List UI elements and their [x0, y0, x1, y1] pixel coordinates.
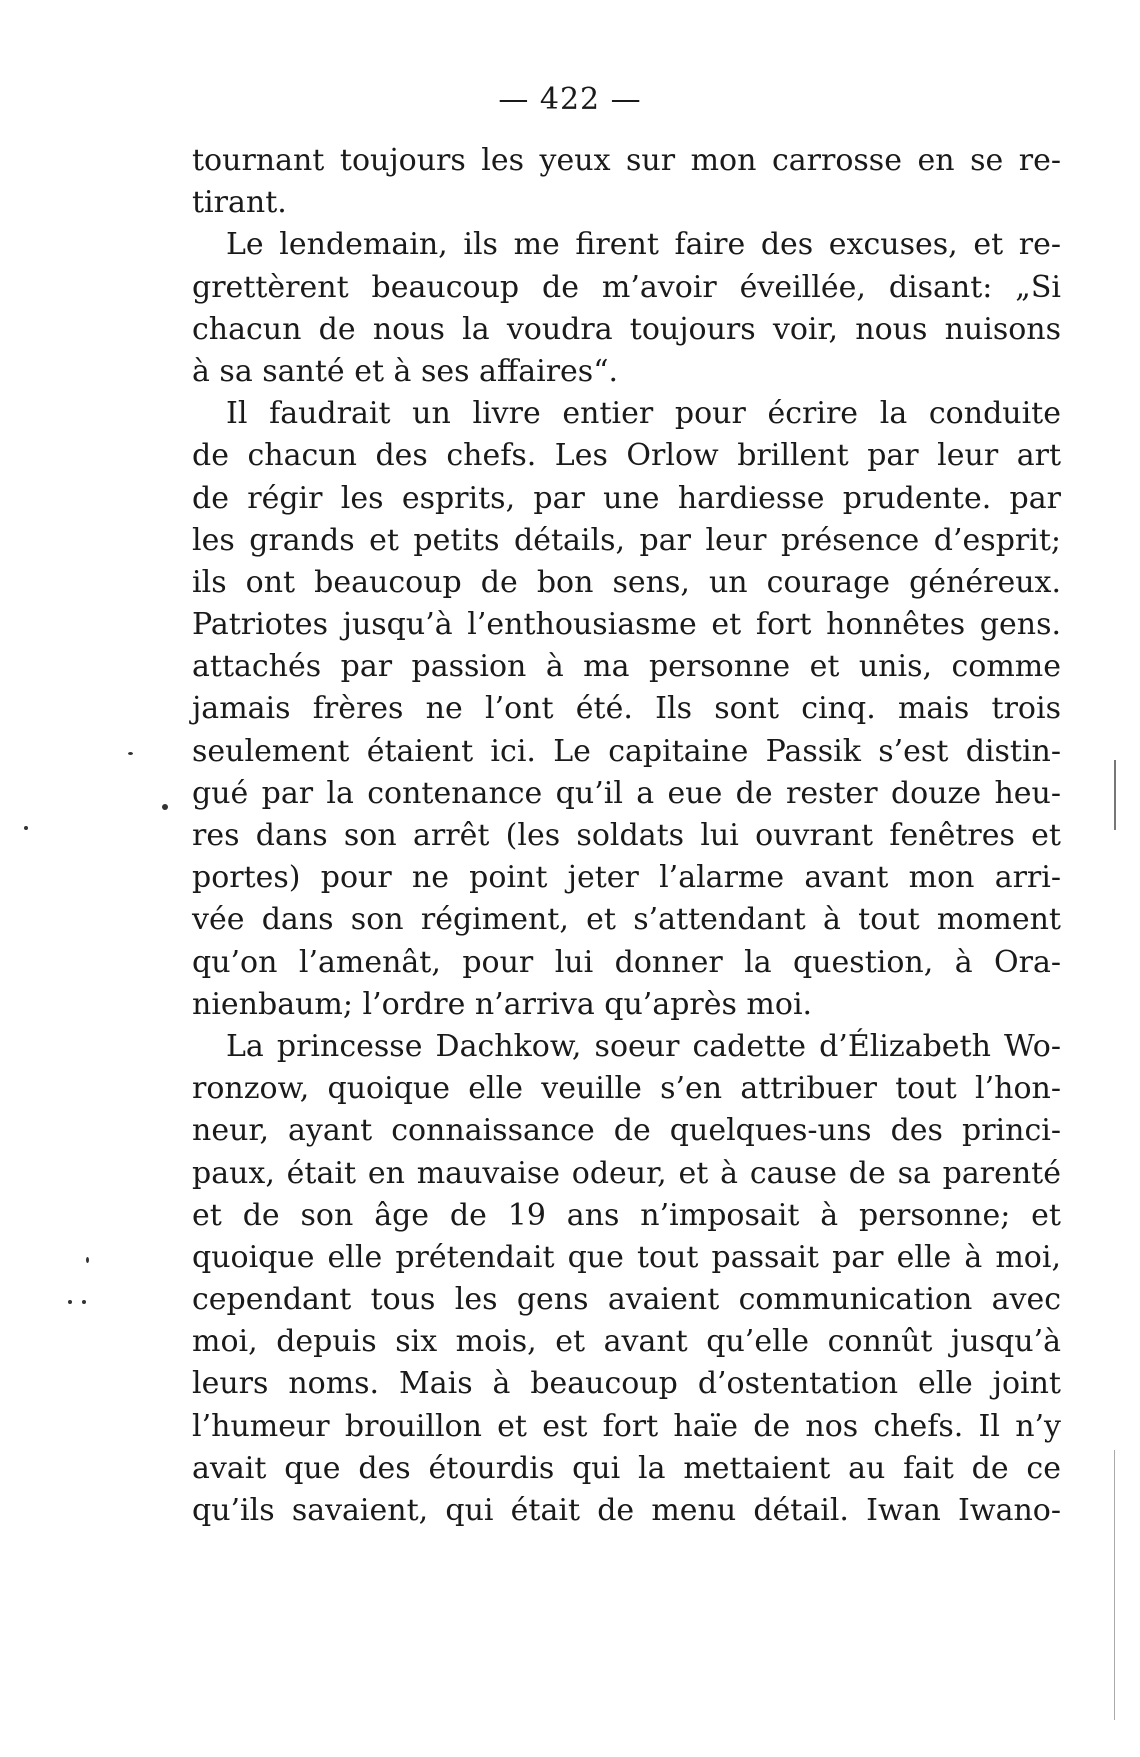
text-line: res dans son arrêt (les soldats lui ouvrant fenêtres et: [192, 818, 1061, 853]
scan-edge-line: [1114, 760, 1116, 830]
text-line: La princesse Dachkow, soeur cadette d’Élizabeth Wo-: [226, 1028, 1061, 1064]
text-line: moi, depuis six mois, et avant qu’elle connût jusqu’à: [192, 1324, 1061, 1360]
text-line: seulement étaient ici. Le capitaine Passik s’est distin-: [192, 733, 1061, 769]
text-line: Patriotes jusqu’à l’enthousiasme et fort honnêtes gens.: [192, 607, 1061, 643]
text-line: qu’ils savaient, qui était de menu détail. Iwan Iwano-: [192, 1493, 1061, 1528]
scan-speck: [128, 752, 133, 755]
text-line: grettèrent beaucoup de m’avoir éveillée, disant: „Si: [192, 269, 1061, 305]
text-line: nienbaum; l’ordre n’arriva qu’après moi.: [192, 986, 813, 1022]
text-line: et de son âge de 19 ans n’imposait à personne; et: [192, 1197, 1061, 1233]
text-line: tournant toujours les yeux sur mon carrosse en se re-: [192, 143, 1061, 178]
text-line: Le lendemain, ils me firent faire des excuses, et re-: [226, 227, 1061, 263]
text-line: portes) pour ne point jeter l’alarme avant mon arri-: [192, 860, 1061, 896]
text-line: leurs noms. Mais à beaucoup d’ostentation elle joint: [192, 1366, 1061, 1402]
text-line: ils ont beaucoup de bon sens, un courage généreux.: [192, 564, 1061, 600]
text-line: avait que des étourdis qui la mettaient au fait de ce: [192, 1450, 1061, 1486]
text-line: jamais frères ne l’ont été. Ils sont cinq. mais trois: [192, 691, 1061, 727]
text-line: neur, ayant connaissance de quelques-uns des princi-: [192, 1113, 1061, 1149]
scan-speck: [24, 826, 28, 830]
text-line: paux, était en mauvaise odeur, et à cause de sa parenté: [192, 1155, 1061, 1191]
scan-speck: [162, 804, 168, 810]
text-line: de chacun des chefs. Les Orlow brillent par leur art: [192, 438, 1061, 474]
page-number: — 422 —: [498, 82, 642, 117]
text-line: l’humeur brouillon et est fort haïe de nos chefs. Il n’y: [192, 1408, 1061, 1444]
text-line: gué par la contenance qu’il a eue de rester douze heu-: [192, 775, 1061, 811]
text-line: attachés par passion à ma personne et unis, comme: [192, 649, 1061, 685]
scan-speck: [82, 1300, 86, 1304]
text-line: Il faudrait un livre entier pour écrire la conduite: [226, 396, 1061, 432]
text-line: cependant tous les gens avaient communication avec: [192, 1282, 1061, 1318]
text-line: tirant.: [192, 185, 287, 221]
text-line: vée dans son régiment, et s’attendant à tout moment: [192, 902, 1061, 938]
text-line: qu’on l’amenât, pour lui donner la question, à Ora-: [192, 944, 1061, 980]
body-text: [192, 140, 1061, 1532]
text-line: de régir les esprits, par une hardiesse prudente. par: [192, 480, 1061, 516]
scan-speck: [86, 1257, 89, 1263]
text-line: chacun de nous la voudra toujours voir, nous nuisons: [192, 311, 1061, 347]
text-line: à sa santé et à ses affaires“.: [192, 353, 619, 389]
scan-speck: [68, 1300, 72, 1304]
text-line: ronzow, quoique elle veuille s’en attribuer tout l’hon-: [192, 1071, 1061, 1107]
text-line: les grands et petits détails, par leur présence d’esprit;: [192, 522, 1061, 558]
text-line: quoique elle prétendait que tout passait par elle à moi,: [192, 1239, 1061, 1275]
scan-edge-line: [1114, 1450, 1115, 1720]
